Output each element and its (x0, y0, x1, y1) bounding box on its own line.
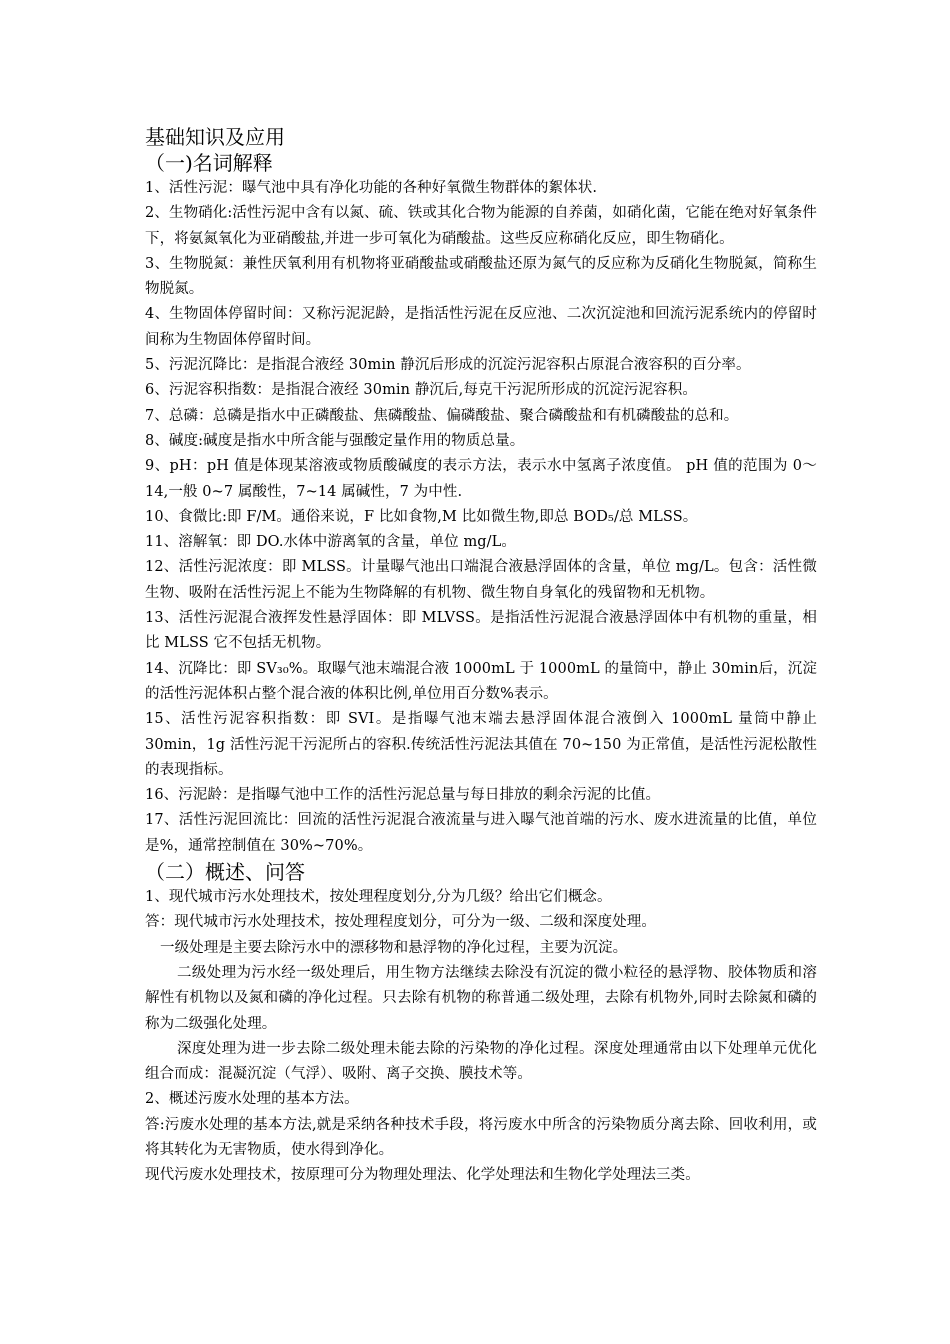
definition-item: 13、活性污泥混合液挥发性悬浮固体：即 MLVSS。是指活性污泥混合液悬浮固体中有机物的重量，相比 MLSS 它不包括无机物。 (145, 610, 817, 652)
answer-1-paragraph: 二级处理为污水经一级处理后，用生物方法继续去除没有沉淀的微小粒径的悬浮物、胶体物质和溶解性有机物以及氮和磷的净化过程。只去除有机物的称普通二级处理，去除有机物外,同时去除氮和磷的称为二级强化处理。 (145, 964, 817, 1032)
definition-item: 7、总磷：总磷是指水中正磷酸盐、焦磷酸盐、偏磷酸盐、聚合磷酸盐和有机磷酸盐的总和。 (145, 407, 739, 424)
answer-2: 答:污废水处理的基本方法,就是采纳各种技术手段，将污废水中所含的污染物质分离去除、回收利用，或将其转化为无害物质，使水得到净化。 (145, 1116, 817, 1158)
definition-item: 17、活性污泥回流比：回流的活性污泥混合液流量与进入曝气池首端的污水、废水进流量的比值，单位是%，通常控制值在 30%~70%。 (145, 812, 817, 854)
answer-1-paragraph: 深度处理为进一步去除二级处理未能去除的污染物的净化过程。深度处理通常由以下处理单元优化组合而成：混凝沉淀（气浮）、吸附、离子交换、膜技术等。 (145, 1040, 817, 1083)
definition-item: 14、沉降比：即 SV₃₀%。取曝气池末端混合液 1000mL 于 1000mL 的量筒中，静止 30min后，沉淀的活性污泥体积占整个混合液的体积比例,单位用百分数%表示。 (145, 660, 817, 702)
definition-item: 4、生物固体停留时间：又称污泥泥龄，是指活性污泥在反应池、二次沉淀池和回流污泥系统内的停留时间称为生物固体停留时间。 (145, 306, 817, 348)
definition-item: 9、pH：pH 值是体现某溶液或物质酸碱度的表示方法，表示水中氢离子浓度值。 pH 值的范围为 0～14,一般 0~7 属酸性，7~14 属碱性，7 为中性. (145, 458, 817, 500)
document-body (145, 124, 817, 1189)
section-heading-qa: （二）概述、问答 (145, 860, 305, 885)
answer-1-paragraph: 一级处理是主要去除污水中的漂移物和悬浮物的净化过程，主要为沉淀。 (160, 939, 628, 956)
definition-item: 2、生物硝化:活性污泥中含有以氮、硫、铁或其化合物为能源的自养菌，如硝化菌，它能在绝对好氧条件下，将氨氮氧化为亚硝酸盐,并进一步可氧化为硝酸盐。这些反应称硝化反应，即生物硝化。 (145, 205, 817, 247)
definition-item: 10、食微比:即 F/M。通俗来说，F 比如食物,M 比如微生物,即总 BOD₅/总 MLSS。 (145, 508, 698, 525)
question-1: 1、现代城市污水处理技术，按处理程度划分,分为几级？给出它们概念。 (145, 889, 612, 906)
definition-item: 1、活性污泥：曝气池中具有净化功能的各种好氧微生物群体的絮体状. (145, 180, 598, 196)
definition-item: 8、碱度:碱度是指水中所含能与强酸定量作用的物质总量。 (145, 432, 525, 449)
answer-2-paragraph: 现代污废水处理技术，按原理可分为物理处理法、化学处理法和生物化学处理法三类。 (145, 1167, 700, 1184)
definition-item: 15、活性污泥容积指数：即 SVI。是指曝气池末端去悬浮固体混合液倒入 1000mL 量筒中静止 30min，1g 活性污泥干污泥所占的容积.传统活性污泥法其值在 70~150 为正常值，是活性污泥松散性的表现指标。 (145, 711, 817, 778)
document-title: 基础知识及应用 (145, 125, 285, 149)
definition-item: 3、生物脱氮：兼性厌氧利用有机物将亚硝酸盐或硝酸盐还原为氮气的反应称为反硝化生物脱氮，简称生物脱氮。 (145, 255, 817, 298)
section-heading-definitions: （一)名词解释 (145, 151, 273, 175)
definition-item: 6、污泥容积指数：是指混合液经 30min 静沉后,每克干污泥所形成的沉淀污泥容积。 (145, 382, 697, 399)
definition-item: 11、溶解氧：即 DO.水体中游离氧的含量，单位 mg/L。 (145, 534, 516, 551)
question-2: 2、概述污废水处理的基本方法。 (145, 1091, 359, 1108)
definition-item: 16、污泥龄：是指曝气池中工作的活性污泥总量与每日排放的剩余污泥的比值。 (145, 787, 661, 804)
definition-item: 12、活性污泥浓度：即 MLSS。计量曝气池出口端混合液悬浮固体的含量，单位 mg/L。包含：活性微生物、吸附在活性污泥上不能为生物降解的有机物、微生物自身氧化的残留物和无机物。 (145, 559, 817, 601)
answer-1: 答：现代城市污水处理技术，按处理程度划分，可分为一级、二级和深度处理。 (145, 914, 656, 931)
definition-item: 5、污泥沉降比：是指混合液经 30min 静沉后形成的沉淀污泥容积占原混合液容积的百分率。 (145, 357, 751, 374)
